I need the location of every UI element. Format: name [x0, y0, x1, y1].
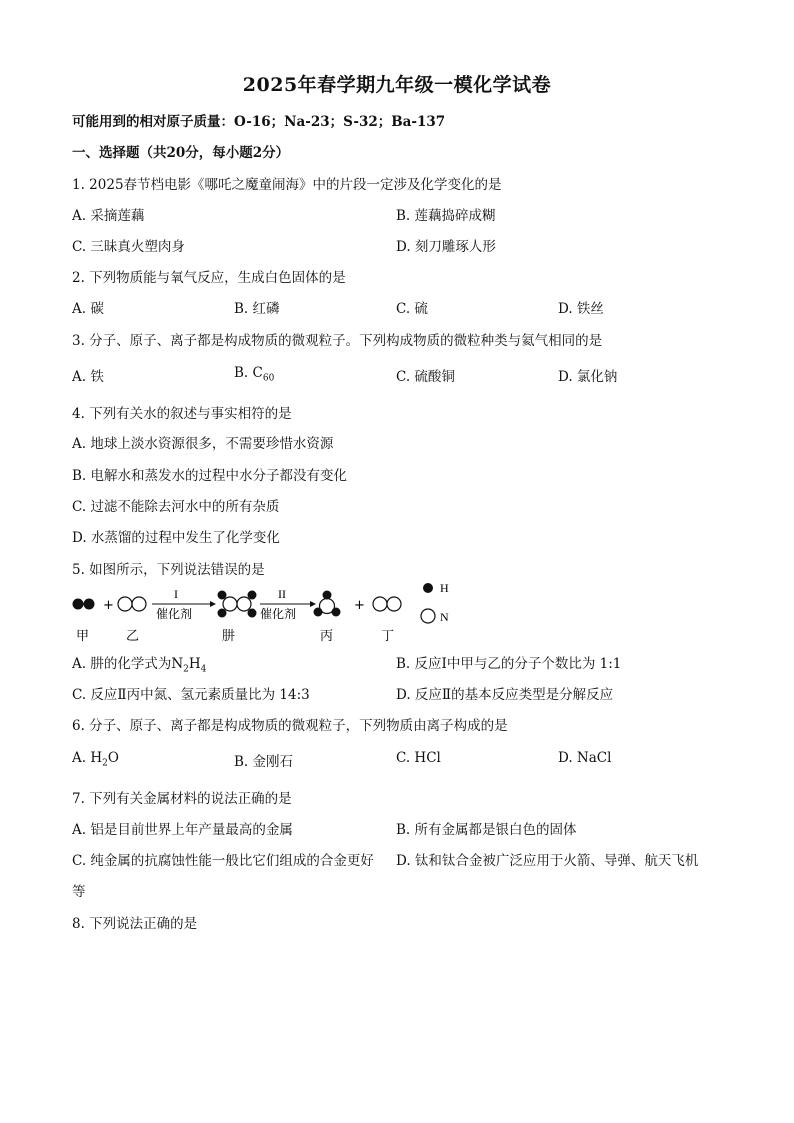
question-3-option-a: A. 铁: [72, 369, 104, 385]
section-heading: 一、选择题（共20分，每小题2分）: [72, 145, 290, 161]
question-6-option-a: [72, 750, 119, 769]
n-atom: [237, 597, 251, 611]
option-label: A.: [72, 750, 91, 766]
label-jia: 甲: [76, 629, 90, 644]
h-atom: [218, 591, 227, 600]
h-atom: [218, 609, 227, 618]
question-7-option-d-continued: 等: [72, 884, 86, 900]
option-label: B.: [234, 365, 253, 381]
n-atom: [387, 597, 401, 611]
question-4-option-d: D. 水蒸馏的过程中发生了化学变化: [72, 530, 280, 546]
label-yi: 乙: [126, 629, 140, 644]
question-2-option-c: C. 硫: [396, 301, 428, 317]
legend-n-icon: [421, 609, 435, 623]
question-4-stem: 4. 下列有关水的叙述与事实相符的是: [72, 406, 292, 422]
formula-subscript: 4: [200, 664, 207, 675]
atomic-mass-note: 可能用到的相对原子质量：O-16；Na-23；S-32；Ba-137: [72, 114, 446, 130]
n-atom: [373, 597, 387, 611]
question-1-option-c: C. 三昧真火塑肉身: [72, 239, 185, 255]
question-2-option-a: A. 碳: [72, 301, 104, 317]
formula-subscript: 2: [183, 664, 189, 675]
catalyst-label-2: 催化剂: [260, 607, 297, 621]
question-1-option-d: D. 刻刀雕琢人形: [396, 239, 496, 255]
h-atom: [314, 608, 323, 617]
arrow-head: [310, 601, 316, 607]
plus-sign: +: [354, 598, 365, 613]
question-3-option-b: [234, 365, 274, 384]
label-bing: 丙: [320, 629, 334, 644]
h-atom: [323, 591, 332, 600]
question-4-option-a: A. 地球上淡水资源很多，不需要珍惜水资源: [72, 436, 334, 452]
question-5-option-a: [72, 652, 206, 675]
formula-element: H: [188, 656, 201, 672]
question-8-stem: 8. 下列说法正确的是: [72, 916, 198, 932]
question-4-option-b: B. 电解水和蒸发水的过程中水分子都没有变化: [72, 468, 348, 484]
h-atom: [84, 599, 95, 610]
h-atom: [73, 599, 84, 610]
arrow-head: [210, 601, 216, 607]
question-3-stem: 3. 分子、原子、离子都是构成物质的微观粒子。下列构成物质的微粒种类与氦气相同的是: [72, 333, 603, 349]
question-5-option-c: C. 反应Ⅱ丙中氮、氢元素质量比为 14:3: [72, 687, 310, 703]
question-7-option-a: A. 铝是目前世界上年产量最高的金属: [72, 822, 293, 838]
question-7-stem: 7. 下列有关金属材料的说法正确的是: [72, 791, 292, 807]
h-atom: [248, 591, 257, 600]
question-7-option-b: B. 所有金属都是银白色的固体: [396, 822, 577, 838]
formula-subscript: 60: [262, 373, 275, 384]
reaction-diagram: [70, 578, 490, 646]
n-atom: [223, 597, 237, 611]
question-6-option-b: B. 金刚石: [234, 754, 294, 770]
question-7-option-d: D. 钛和钛合金被广泛应用于火箭、导弹、航天飞机: [396, 853, 699, 869]
option-text: A. 肼的化学式为: [72, 656, 172, 672]
step-label-1: I: [174, 587, 178, 601]
n-atom: [118, 597, 132, 611]
question-7-option-c: C. 纯金属的抗腐蚀性能一般比它们组成的合金更好: [72, 853, 374, 869]
question-2-option-b: B. 红磷: [234, 301, 280, 317]
question-3-option-d: D. 氯化钠: [558, 369, 618, 385]
question-1-option-a: A. 采摘莲藕: [72, 208, 145, 224]
formula-element: N: [171, 656, 184, 672]
formula-element: H: [90, 750, 103, 766]
question-1-stem: 1. 2025春节档电影《哪吒之魔童闹海》中的片段一定涉及化学变化的是: [72, 177, 502, 193]
h-atom: [332, 608, 341, 617]
question-1-option-b: B. 莲藕捣碎成糊: [396, 208, 496, 224]
catalyst-label-1: 催化剂: [156, 607, 193, 621]
exam-title: 2025年春学期九年级一模化学试卷: [242, 74, 552, 96]
question-2-option-d: D. 铁丝: [558, 301, 604, 317]
step-label-2: II: [278, 587, 286, 601]
question-3-option-c: C. 硫酸铜: [396, 369, 455, 385]
question-5-stem: 5. 如图所示，下列说法错误的是: [72, 562, 265, 578]
formula-subscript: 2: [102, 758, 108, 769]
question-6-stem: 6. 分子、原子、离子都是构成物质的微观粒子，下列物质由离子构成的是: [72, 718, 508, 734]
formula-element: C: [252, 365, 263, 381]
formula-element: O: [107, 750, 119, 766]
plus-sign: +: [103, 598, 114, 613]
question-6-option-c: C. HCl: [396, 750, 441, 766]
legend-h-icon: [423, 583, 433, 593]
question-2-stem: 2. 下列物质能与氧气反应，生成白色固体的是: [72, 270, 346, 286]
question-5-option-b: B. 反应Ⅰ中甲与乙的分子个数比为 1:1: [396, 656, 622, 672]
question-6-option-d: D. NaCl: [558, 750, 612, 766]
label-jing: 肼: [222, 629, 236, 644]
label-ding: 丁: [381, 629, 395, 644]
legend-h-label: H: [440, 581, 449, 595]
question-5-option-d: D. 反应Ⅱ的基本反应类型是分解反应: [396, 687, 614, 703]
legend-n-label: N: [440, 610, 449, 624]
n-atom: [132, 597, 146, 611]
question-4-option-c: C. 过滤不能除去河水中的所有杂质: [72, 499, 280, 515]
h-atom: [248, 609, 257, 618]
